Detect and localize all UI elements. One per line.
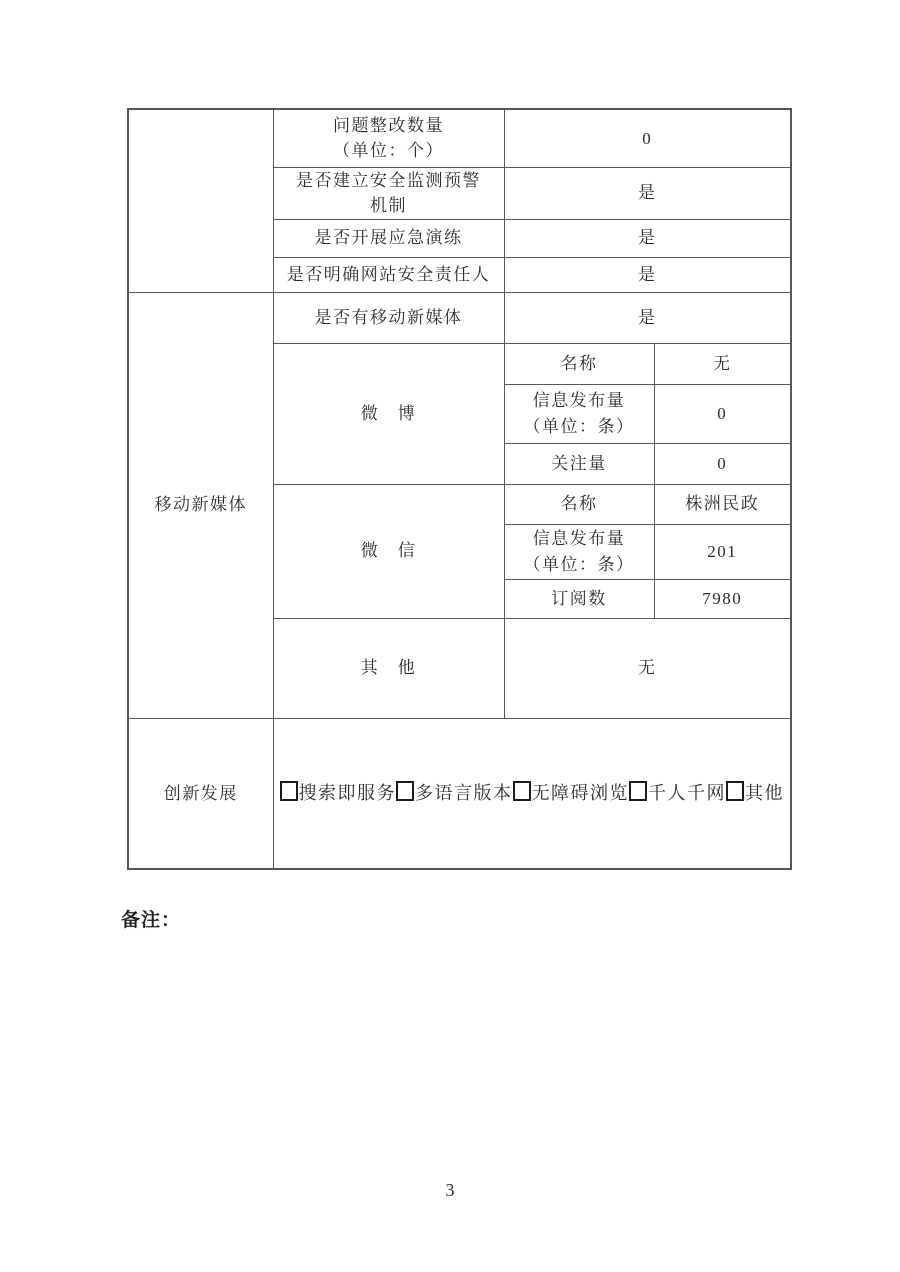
weibo-followers-value: 0 — [654, 443, 791, 484]
weibo-group-label: 微 博 — [273, 343, 504, 484]
label-line: 问题整改数量 — [333, 115, 444, 135]
checkbox-option-label: 其他 — [745, 782, 784, 803]
checkbox-option — [280, 780, 397, 807]
other-media-label: 其 他 — [273, 618, 504, 718]
checkbox-option — [726, 780, 784, 807]
label-line: （单位：条） — [523, 416, 635, 436]
label-line: 机制 — [370, 196, 407, 215]
checkbox-icon — [396, 781, 414, 801]
weibo-name-value: 无 — [654, 343, 791, 384]
security-monitoring-mechanism-value: 是 — [504, 167, 791, 219]
wechat-posts-label — [504, 524, 654, 579]
wechat-subscribers-value: 7980 — [654, 579, 791, 618]
issue-rectification-count-label — [273, 109, 504, 167]
security-officer-value: 是 — [504, 257, 791, 292]
weibo-posts-value: 0 — [654, 384, 791, 443]
weibo-followers-label: 关注量 — [504, 443, 654, 484]
wechat-group-label: 微 信 — [273, 484, 504, 618]
label-line: （单位：条） — [523, 554, 635, 574]
label-line: （单位：个） — [333, 141, 444, 161]
wechat-name-value: 株洲民政 — [654, 484, 791, 524]
checkbox-icon — [280, 781, 298, 801]
emergency-drill-label: 是否开展应急演练 — [273, 219, 504, 257]
weibo-name-label: 名称 — [504, 343, 654, 384]
checkbox-option — [396, 780, 513, 807]
remark-label: 备注： — [121, 910, 182, 931]
weibo-posts-label — [504, 384, 654, 443]
wechat-name-label: 名称 — [504, 484, 654, 524]
label-line: 信息发布量 — [532, 529, 626, 548]
annual-report-table — [127, 108, 792, 870]
mobile-media-group-label: 移动新媒体 — [128, 292, 273, 718]
checkbox-option — [629, 780, 726, 807]
issue-rectification-count-value: 0 — [504, 109, 791, 167]
other-media-value: 无 — [504, 618, 791, 718]
label-line: 信息发布量 — [532, 391, 626, 410]
checkbox-option-label: 无障碍浏览 — [531, 782, 629, 803]
innovation-options-cell — [273, 718, 791, 869]
security-officer-label: 是否明确网站安全责任人 — [273, 257, 504, 292]
innovation-options — [274, 780, 791, 807]
checkbox-icon — [629, 781, 647, 801]
checkbox-option-label: 多语言版本 — [415, 782, 513, 803]
security-monitoring-mechanism-label — [273, 167, 504, 219]
label-line: 是否建立安全监测预警 — [296, 170, 481, 190]
wechat-subscribers-label: 订阅数 — [504, 579, 654, 618]
wechat-posts-value: 201 — [654, 524, 791, 579]
has-mobile-media-label: 是否有移动新媒体 — [273, 292, 504, 343]
innovation-group-label: 创新发展 — [128, 718, 273, 869]
checkbox-option — [513, 780, 630, 807]
page-number: 3 — [445, 1180, 455, 1200]
emergency-drill-value: 是 — [504, 219, 791, 257]
checkbox-option-label: 搜索即服务 — [298, 782, 396, 803]
checkbox-icon — [513, 781, 531, 801]
section-label-empty — [128, 109, 273, 292]
checkbox-option-label: 千人千网 — [648, 782, 726, 803]
has-mobile-media-value: 是 — [504, 292, 791, 343]
checkbox-icon — [726, 781, 744, 801]
